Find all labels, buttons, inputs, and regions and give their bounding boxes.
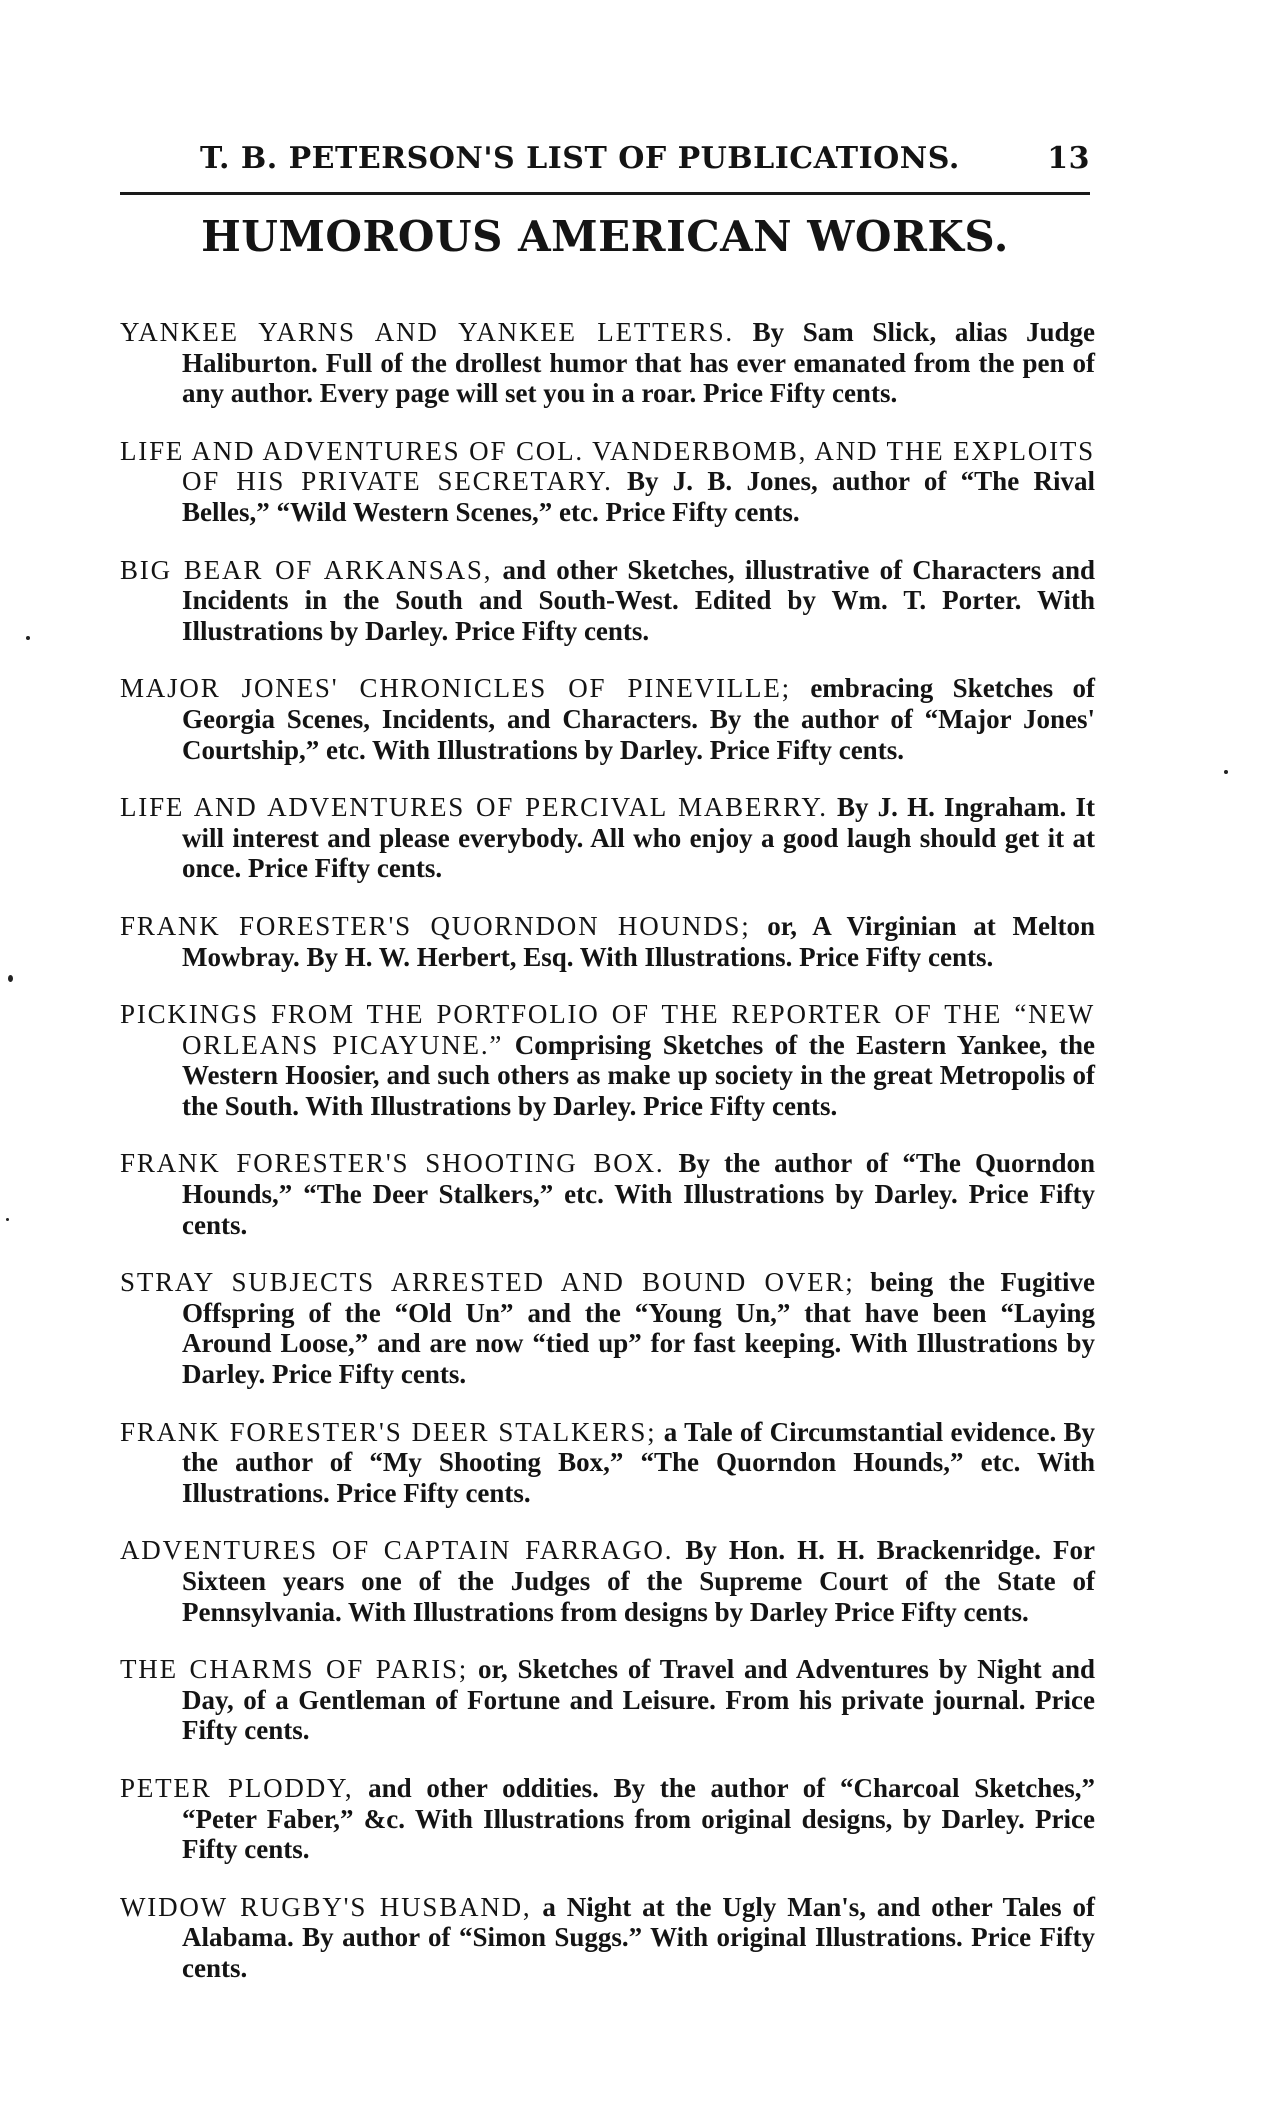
entry-title: LIFE AND ADVENTURES OF COL. VANDERBOMB, AND THE EXPLOITS OF HIS PRIVATE SECRETARY.	[120, 435, 1095, 497]
section-title: HUMOROUS AMERICAN WORKS.	[201, 212, 1009, 261]
entry-description: and other Sketches, illustrative of Characters and Incidents in the South and South-West. Edited by Wm. T. Porter. With Illustrations by Darley. Price Fifty cents.	[182, 554, 1095, 646]
entry-description: embracing Sketches of Georgia Scenes, Incidents, and Characters. By the author of “Major Jones' Courtship,” etc. With Illustrations by Darley. Price Fifty cents.	[182, 673, 1096, 765]
print-speck	[8, 975, 13, 982]
entry-title: BIG BEAR OF ARKANSAS,	[120, 554, 493, 585]
entry-title: PICKINGS FROM THE PORTFOLIO OF THE REPORTER OF THE “NEW ORLEANS PICAYUNE.”	[120, 999, 1095, 1060]
entry-description: a Night at the Ugly Man's, and other Tales of Alabama. By author of “Simon Suggs.” With original Illustrations. Price Fifty cents.	[182, 1891, 1096, 1983]
print-speck	[1224, 770, 1228, 774]
publication-list	[120, 290, 1095, 1993]
list-item	[120, 1148, 1095, 1240]
list-item	[120, 1535, 1095, 1627]
list-item	[120, 999, 1095, 1121]
list-item	[120, 1892, 1095, 1984]
list-item	[120, 436, 1095, 528]
entry-title: STRAY SUBJECTS ARRESTED AND BOUND OVER;	[120, 1267, 855, 1298]
page-number: 13	[1047, 140, 1090, 176]
entry-description: a Tale of Circumstantial evidence. By the author of “My Shooting Box,” “The Quorndon Hounds,” etc. With Illustrations. Price Fifty cents.	[182, 1416, 1095, 1508]
entry-description: Comprising Sketches of the Eastern Yankee, the Western Hoosier, and such others as make up society in the great Metropolis of the South. With Illustrations by Darley. Price Fifty cents.	[182, 1029, 1096, 1121]
list-item	[120, 1267, 1095, 1389]
entry-description: By the author of “The Quorndon Hounds,” “The Deer Stalkers,” etc. With Illustrations by Darley. Price Fifty cents.	[182, 1148, 1095, 1240]
entry-title: MAJOR JONES' CHRONICLES OF PINEVILLE;	[120, 673, 791, 704]
entry-title: ADVENTURES OF CAPTAIN FARRAGO.	[120, 1535, 674, 1566]
list-item	[120, 555, 1095, 647]
list-item	[120, 792, 1095, 884]
entry-title: FRANK FORESTER'S DEER STALKERS;	[120, 1416, 657, 1447]
entry-title: FRANK FORESTER'S QUORNDON HOUNDS;	[120, 910, 751, 941]
list-item	[120, 1773, 1095, 1865]
entry-title: FRANK FORESTER'S SHOOTING BOX.	[120, 1148, 665, 1179]
list-item	[120, 1417, 1095, 1509]
list-item	[120, 911, 1095, 972]
entry-title: WIDOW RUGBY'S HUSBAND,	[120, 1891, 532, 1922]
entry-title: THE CHARMS OF PARIS;	[120, 1654, 469, 1685]
print-speck	[26, 636, 30, 640]
running-title: T. B. PETERSON'S LIST OF PUBLICATIONS.	[200, 140, 960, 176]
header-rule	[120, 192, 1090, 195]
entry-description: or, Sketches of Travel and Adventures by Night and Day, of a Gentleman of Fortune and Leisure. From his private journal. Price Fifty cents.	[182, 1654, 1096, 1746]
entry-description: By Sam Slick, alias Judge Haliburton. Full of the drollest humor that has ever emanated from the pen of any author. Every page will set you in a roar. Price Fifty cents.	[182, 317, 1096, 409]
entry-title: YANKEE YARNS AND YANKEE LETTERS.	[120, 317, 734, 347]
entry-description: By J. H. Ingraham. It will interest and please everybody. All who enjoy a good laugh should get it at once. Price Fifty cents.	[182, 792, 1095, 884]
list-item	[120, 317, 1095, 409]
entry-title: PETER PLODDY,	[120, 1772, 354, 1803]
entry-description: and other oddities. By the author of “Charcoal Sketches,” “Peter Faber,” &c. With Illustrations from original designs, by Darley. Price Fifty cents.	[182, 1772, 1095, 1865]
entry-description: or, A Virginian at Melton Mowbray. By H. W. Herbert, Esq. With Illustrations. Price Fifty cents.	[182, 910, 1095, 972]
entry-description: By J. B. Jones, author of “The Rival Belles,” “Wild Western Scenes,” etc. Price Fifty cents.	[182, 466, 1096, 527]
running-header	[120, 130, 1090, 186]
entry-title: LIFE AND ADVENTURES OF PERCIVAL MABERRY.	[120, 792, 828, 823]
entry-description: being the Fugitive Offspring of the “Old Un” and the “Young Un,” that have been “Laying Around Loose,” and are now “tied up” for fast keeping. With Illustrations by Darley. Price Fifty cents.	[182, 1267, 1095, 1390]
list-item	[120, 1654, 1095, 1746]
list-item	[120, 673, 1095, 765]
entry-description: By Hon. H. H. Brackenridge. For Sixteen years one of the Judges of the Supreme Court of the State of Pennsylvania. With Illustrations from designs by Darley Price Fifty cents.	[182, 1535, 1096, 1627]
print-speck	[6, 1218, 9, 1221]
